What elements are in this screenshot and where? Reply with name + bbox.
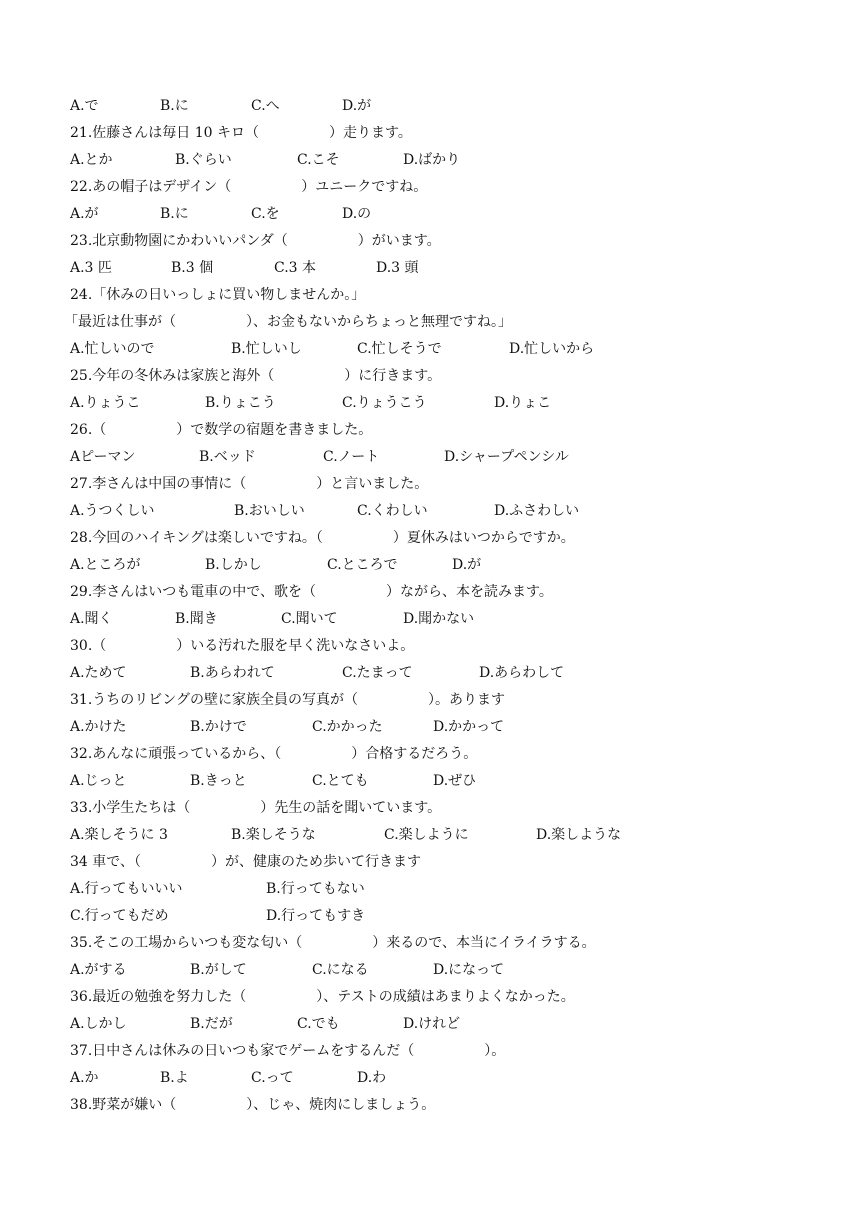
answer-option: C.になる	[312, 962, 369, 978]
answer-option: B.行ってもない	[266, 881, 365, 897]
answer-options	[70, 498, 830, 525]
answer-option: C.でも	[297, 1016, 340, 1032]
answer-option: C.こそ	[297, 152, 340, 168]
question-text: 35.そこの工場からいつも変な匂い（ ）来るので、本当にイライラする。	[70, 935, 596, 951]
answer-option: C.りょうこう	[342, 395, 427, 411]
answer-options	[70, 768, 830, 795]
answer-option: D.ぜひ	[433, 773, 477, 789]
answer-option: A.しかし	[70, 1016, 127, 1032]
answer-option: D.行ってもすき	[266, 908, 366, 924]
answer-option: B.きっと	[190, 773, 247, 789]
question-text: 34 車で、（ ）が、健康のため歩いて行きます	[70, 854, 421, 870]
answer-option: D.あらわして	[479, 665, 565, 681]
question-text: 38.野菜が嫌い（ ）、じゃ、焼肉にしましょう。	[70, 1097, 436, 1113]
answer-option: D.シャープペンシル	[444, 449, 569, 465]
answer-options	[70, 714, 830, 741]
answer-options	[70, 606, 830, 633]
question-text: 27.李さんは中国の事情に（ ）と言いました。	[70, 476, 429, 492]
answer-option: B.3 個	[171, 260, 214, 276]
answer-options	[70, 147, 830, 174]
answer-option: D.りょこ	[494, 395, 552, 411]
answer-option: A.忙しいので	[70, 341, 155, 357]
answer-option: C.かかった	[312, 719, 383, 735]
answer-option: A.が	[70, 206, 99, 222]
answer-option: B.聞き	[175, 611, 218, 627]
answer-option: B.ベッド	[199, 449, 256, 465]
answer-option: C.忙しそうで	[357, 341, 442, 357]
answer-option: A.がする	[70, 962, 127, 978]
answer-options	[70, 903, 830, 930]
answer-options	[70, 660, 830, 687]
answer-option: A.3 匹	[70, 260, 112, 276]
answer-options	[70, 876, 830, 903]
question-text: 28.今回のハイキングは楽しいですね。（ ）夏休みはいつからですか。	[70, 530, 575, 546]
answer-option: D.ばかり	[403, 152, 461, 168]
question-text: 31.うちのリビングの壁に家族全員の写真が（ ）。あります	[70, 692, 505, 708]
answer-option: D.忙しいから	[509, 341, 595, 357]
answer-options	[70, 93, 830, 120]
answer-option: A.ところが	[70, 557, 141, 573]
question-text: 36.最近の勉強を努力した（ ）、テストの成績はあまりよくなかった。	[70, 989, 575, 1005]
answer-option: A.ためて	[70, 665, 127, 681]
question-text: 21.佐藤さんは毎日 10 キロ（ ）走ります。	[70, 125, 412, 141]
answer-options	[70, 957, 830, 984]
answer-option: D.楽しような	[536, 827, 622, 843]
answer-option: C.へ	[251, 98, 280, 114]
answer-options	[70, 201, 830, 228]
answer-option: B.あらわれて	[190, 665, 275, 681]
answer-option: D.けれど	[403, 1016, 461, 1032]
answer-option: A.で	[70, 98, 99, 114]
question-text: 25.今年の冬休みは家族と海外（ ）に行きます。	[70, 368, 442, 384]
question-text: 24.「休みの日いっしょに買い物しませんか。」	[70, 287, 366, 303]
answer-option: C.ノート	[323, 449, 380, 465]
question-text: 「最近は仕事が（ ）、お金もないからちょっと無理ですね。」	[64, 314, 512, 330]
answer-option: B.りょこう	[205, 395, 276, 411]
answer-options	[70, 444, 830, 471]
answer-option: C.聞いて	[281, 611, 338, 627]
answer-option: B.かけで	[190, 719, 247, 735]
answer-option: C.って	[251, 1070, 294, 1086]
answer-options	[70, 1065, 830, 1092]
answer-option: D.わ	[357, 1070, 387, 1086]
answer-option: B.ぐらい	[175, 152, 232, 168]
answer-option: C.行ってもだめ	[70, 908, 169, 924]
answer-options	[70, 1011, 830, 1038]
answer-option: A.かけた	[70, 719, 127, 735]
answer-option: D.聞かない	[403, 611, 475, 627]
answer-option: B.しかし	[205, 557, 262, 573]
answer-option: D.3 頭	[376, 260, 419, 276]
answer-option: B.だが	[190, 1016, 233, 1032]
question-list	[64, 93, 830, 1119]
answer-option: A.楽しそうに 3	[70, 827, 168, 843]
answer-option: C.3 本	[274, 260, 317, 276]
answer-option: A.じっと	[70, 773, 127, 789]
answer-option: C.楽しように	[384, 827, 469, 843]
question-text: 29.李さんはいつも電車の中で、歌を（ ）ながら、本を読みます。	[70, 584, 553, 600]
answer-option: D.ふさわしい	[494, 503, 580, 519]
answer-option: D.になって	[433, 962, 505, 978]
answer-option: B.がして	[190, 962, 247, 978]
answer-option: C.たまって	[342, 665, 413, 681]
answer-option: D.が	[342, 98, 372, 114]
answer-option: B.忙しいし	[231, 341, 302, 357]
answer-option: A.とか	[70, 152, 113, 168]
answer-option: A.聞く	[70, 611, 113, 627]
answer-option: B.に	[160, 206, 189, 222]
answer-option: D.の	[342, 206, 372, 222]
question-text: 37.日中さんは休みの日いつも家でゲームをするんだ（ ）。	[70, 1043, 506, 1059]
question-text: 26.（ ）で数学の宿題を書きました。	[70, 422, 373, 438]
answer-option: A.うつくしい	[70, 503, 155, 519]
answer-option: C.とても	[312, 773, 369, 789]
answer-option: D.かかって	[433, 719, 505, 735]
answer-option: Aピーマン	[70, 449, 136, 465]
answer-option: C.を	[251, 206, 280, 222]
question-text: 22.あの帽子はデザイン（ ）ユニークですね。	[70, 179, 428, 195]
answer-option: A.りょうこ	[70, 395, 141, 411]
answer-option: B.よ	[160, 1070, 189, 1086]
answer-option: B.楽しそうな	[231, 827, 316, 843]
answer-option: B.おいしい	[234, 503, 305, 519]
question-text: 23.北京動物園にかわいいパンダ（ ）がいます。	[70, 233, 441, 249]
answer-options	[70, 822, 830, 849]
answer-option: B.に	[160, 98, 189, 114]
answer-option: A.か	[70, 1070, 99, 1086]
answer-option: A.行ってもいいい	[70, 881, 183, 897]
answer-option: D.が	[452, 557, 482, 573]
answer-options	[70, 552, 830, 579]
answer-options	[70, 255, 830, 282]
question-text: 32.あんなに頑張っているから、（ ）合格するだろう。	[70, 746, 478, 762]
answer-option: C.ところで	[327, 557, 398, 573]
answer-options	[70, 336, 830, 363]
answer-options	[70, 390, 830, 417]
question-text: 30.（ ）いる汚れた服を早く洗いなさいよ。	[70, 638, 415, 654]
answer-option: C.くわしい	[357, 503, 428, 519]
question-text: 33.小学生たちは（ ）先生の話を聞いています。	[70, 800, 442, 816]
